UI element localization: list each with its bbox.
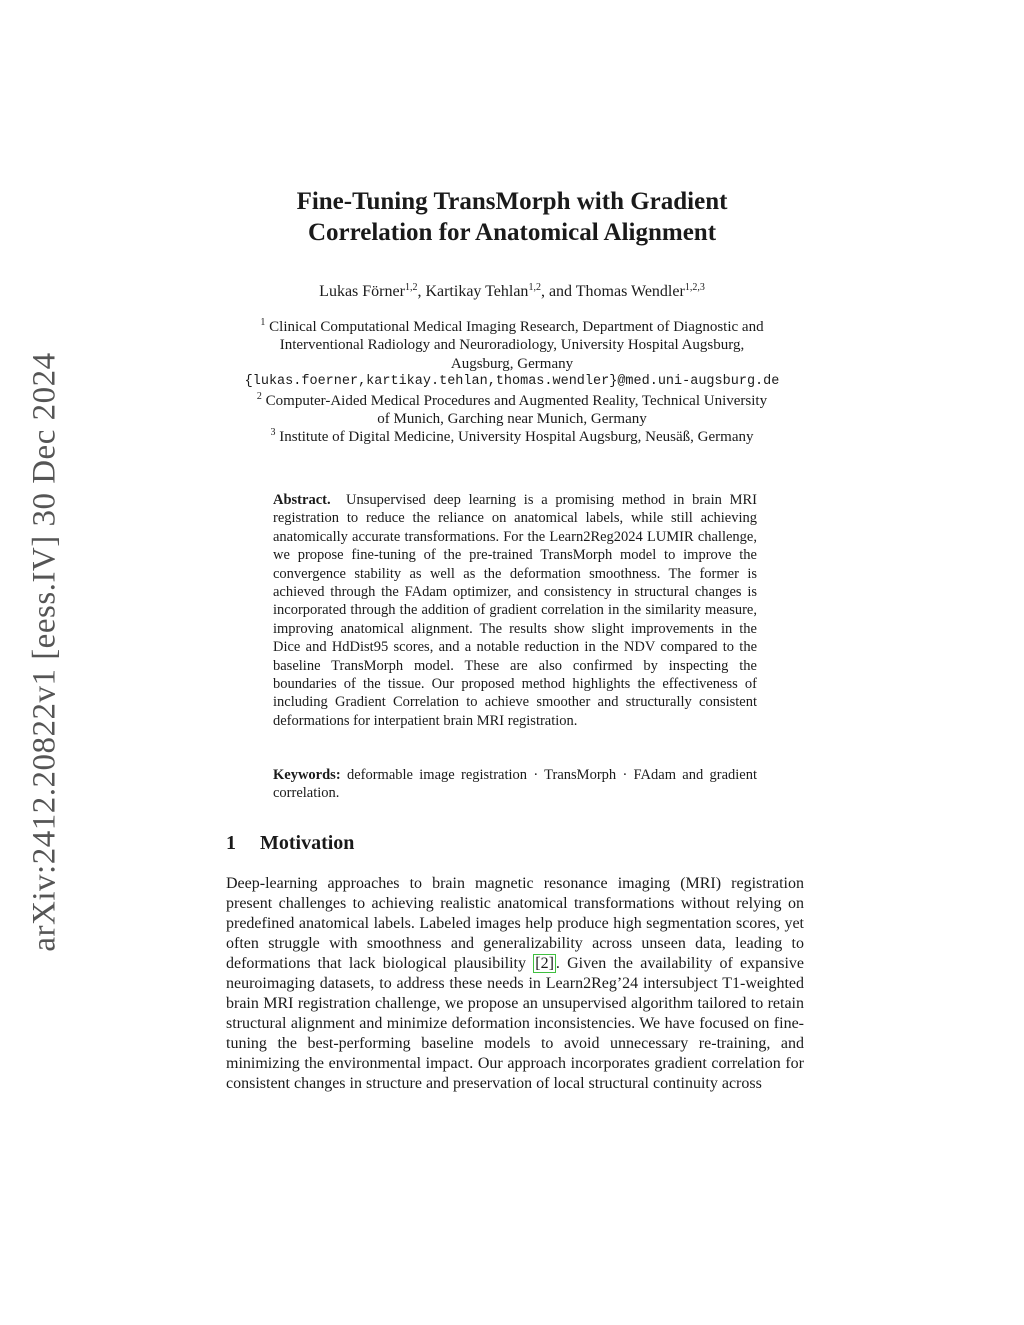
author-separator: , bbox=[417, 283, 426, 300]
keywords bbox=[273, 766, 757, 803]
section-number: 1 bbox=[226, 832, 236, 854]
author-affiliation-marker: 1,2,3 bbox=[684, 282, 705, 293]
affiliation-1-line: Augsburg, Germany bbox=[450, 355, 574, 372]
body-text-part: . Given the availability of expansive neuroimaging datasets, to address these needs in Learn2Reg’24 intersubject T1-weighted brain MRI registration challenge, we propose an unsupervised algorithm tailored to retain structural alignment and minimize deformation inconsistencies. We have focused on fine-tuning the best-performing baseline models to avoid unnecessary re-training, and minimizing the environmental impact. Our approach incorporates gradient correlation for consistent changes in structure and preservation of local structural continuity across bbox=[226, 955, 805, 1092]
author-name: Kartikay Tehlan bbox=[425, 283, 529, 300]
paper-title-line-2: Correlation for Anatomical Alignment bbox=[307, 219, 717, 246]
abstract bbox=[273, 491, 757, 730]
affiliation-2-line: of Munich, Garching near Munich, Germany bbox=[377, 411, 647, 428]
section-heading bbox=[226, 832, 354, 855]
affiliations bbox=[0, 318, 1024, 447]
citation-link[interactable]: [2] bbox=[535, 955, 554, 972]
author-emails: {lukas.foerner,kartikay.tehlan,thomas.wendler}@med.uni-augsburg.de bbox=[244, 374, 780, 390]
abstract-label: Abstract. bbox=[273, 492, 331, 508]
author-affiliation-marker: 1,2 bbox=[528, 282, 541, 293]
affiliation-2-line: $^2$ Computer-Aided Medical Procedures and Augmented Reality, Technical University bbox=[256, 390, 768, 409]
affiliation-1-line: Interventional Radiology and Neuroradiology, University Hospital Augsburg, bbox=[279, 337, 745, 354]
author-separator: , and bbox=[540, 283, 576, 300]
section-title: Motivation bbox=[260, 832, 355, 854]
affiliation-number: 1 bbox=[260, 317, 266, 328]
affiliation-1-line: $^1$ Clinical Computational Medical Imaging Research, Department of Diagnostic and bbox=[260, 317, 764, 335]
section-body bbox=[226, 874, 804, 1094]
paper-title bbox=[0, 186, 1024, 248]
affiliation-number: 2 bbox=[256, 390, 262, 402]
affiliation-3-line: $^3$ Institute of Digital Medicine, University Hospital Augsburg, Neusäß, Germany bbox=[270, 427, 754, 446]
author-name: Thomas Wendler bbox=[575, 283, 685, 300]
keywords-text: deformable image registration · TransMorph · FAdam and gradient correlation. bbox=[273, 767, 757, 802]
keywords-label: Keywords: bbox=[273, 767, 341, 783]
arxiv-identifier: arXiv:2412.20822v1 [eess.IV] 30 Dec 2024 bbox=[26, 352, 63, 952]
author-list bbox=[0, 283, 1024, 301]
affiliation-number: 3 bbox=[270, 427, 276, 439]
paper-title-line-1: Fine-Tuning TransMorph with Gradient bbox=[296, 188, 728, 215]
abstract-text: Unsupervised deep learning is a promising method in brain MRI registration to reduce the reliance on anatomical labels, while still achieving anatomically accurate transformations. For the Learn2Reg2024 LUMIR challenge, we propose fine-tuning of the pre-trained TransMorph model to improve the convergence stability as well as the deformation smoothness. The former is achieved through the FAdam optimizer, and consistency in structural changes is incorporated through the addition of gradient correlation in the similarity measure, improving anatomical alignment. The results show slight improvements in the Dice and HdDist95 scores, and a notable reduction in the NDV compared to the baseline TransMorph model. These are also confirmed by inspecting the boundaries of the tissue. Our proposed method highlights the effectiveness of including Gradient Correlation to achieve smoother and structurally consistent deformations for interpatient brain MRI registration. bbox=[273, 492, 757, 729]
author-name: Lukas Förner bbox=[319, 283, 405, 300]
author-affiliation-marker: 1,2 bbox=[404, 282, 418, 293]
body-text-part: Deep-learning approaches to brain magnetic resonance imaging (MRI) registration present challenges to achieving realistic anatomical transformations without relying on predefined anatomical labels. Labeled images help produce high segmentation scores, yet often struggle with smoothness and generalizability across unseen data, leading to deformations that lack biological plausibility bbox=[226, 875, 804, 972]
